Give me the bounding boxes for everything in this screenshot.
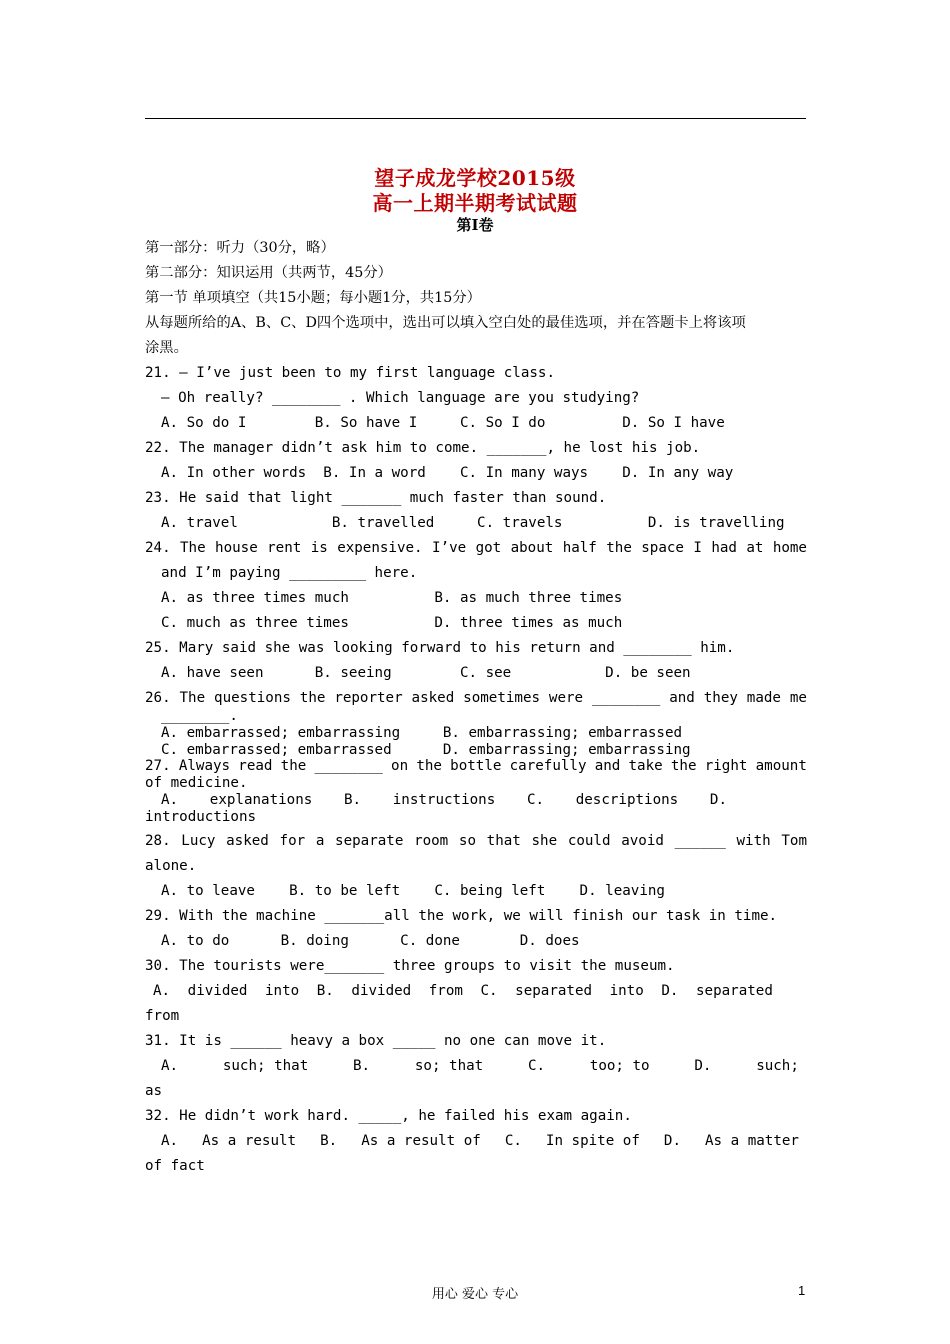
word: on (391, 758, 409, 775)
word: made (746, 690, 781, 706)
word: she (531, 832, 558, 849)
question-28-stem (145, 830, 807, 855)
question-28-stem-cont: alone. (145, 857, 197, 874)
question-26-stem (145, 687, 807, 708)
instructions-line2: 涂黑。 (145, 340, 188, 356)
word: such; (756, 1057, 799, 1074)
word: 27. (145, 758, 171, 775)
question-32-options (145, 1130, 807, 1155)
word: separate (335, 832, 404, 849)
word: instructions (392, 791, 496, 808)
exam-title-line2: 高一上期半期考试试题 (372, 191, 578, 215)
word: they (703, 690, 738, 706)
question-29-options: A. to do B. doing C. done D. does (161, 932, 580, 949)
question-26-options-cd: C. embarrassed; embarrassed D. embarrassing; embarrassing (161, 741, 691, 758)
word: the (606, 540, 632, 556)
word: Lucy (181, 832, 216, 849)
word: B. (343, 791, 362, 808)
word: B. (353, 1057, 371, 1074)
word: separated (695, 982, 773, 999)
word: The (179, 690, 206, 706)
word: B. (316, 982, 334, 999)
word: home (772, 540, 807, 556)
question-27-options (145, 792, 807, 809)
word: As a matter (705, 1132, 799, 1149)
word: with (736, 832, 771, 849)
word: ________ (591, 690, 661, 706)
part2-heading: 第二部分：知识运用（共两节，45分） (145, 265, 392, 281)
word: the (280, 758, 307, 775)
word: sometimes (463, 690, 541, 706)
question-27-stem (145, 758, 807, 775)
word: so (458, 832, 476, 849)
word: descriptions (575, 791, 679, 808)
word: A. (161, 1132, 179, 1149)
word: amount (755, 758, 807, 775)
word: 24. (145, 540, 171, 556)
question-22-stem: 22. The manager didn’t ask him to come. _______, he lost his job. (145, 440, 701, 456)
word: read (238, 758, 273, 775)
word: at (746, 540, 764, 556)
word: from (428, 982, 463, 999)
word: A. (161, 791, 179, 808)
question-28-options: A. to leave B. to be left C. being left D. leaving (161, 882, 665, 899)
word: In spite of (545, 1132, 640, 1149)
word: the (416, 758, 442, 775)
section1-heading: 第一节 单项填空（共15小题；每小题1分，共15分） (145, 290, 481, 306)
question-31-options (145, 1055, 807, 1080)
question-25-stem: 25. Mary said she was looking forward to his return and ________ him. (145, 640, 735, 656)
part1-heading: 第一部分：听力（30分，略） (145, 240, 335, 256)
word: got (475, 540, 502, 556)
instructions-line1: 从每题所给的A、B、C、D四个选项中，选出可以填入空白处的最佳选项，并在答题卡上将该项 (145, 315, 746, 331)
question-21-options: A. So do I B. So have I C. So I do D. So I have (161, 415, 725, 431)
word: Always (178, 758, 231, 775)
word: reporter (334, 690, 403, 706)
question-24-stem-cont: and I’m paying _________ here. (161, 565, 418, 581)
word: and (669, 690, 695, 706)
word: too; to (589, 1057, 650, 1074)
question-32-options-cont: of fact (145, 1157, 205, 1174)
word: and (594, 758, 621, 775)
word: into (265, 982, 300, 999)
question-25-options: A. have seen B. seeing C. see D. be seen (161, 665, 691, 681)
word: rent (267, 540, 302, 556)
question-23-options: A. travel B. travelled C. travels D. is travelling (161, 515, 785, 531)
question-30-options (145, 980, 807, 1005)
question-29-stem: 29. With the machine _______all the work, we will finish our task in time. (145, 907, 778, 924)
question-24-options-ab: A. as three times much B. as much three times (161, 590, 623, 606)
question-24-stem (145, 537, 807, 562)
word: bottle (450, 758, 502, 775)
word: expensive. (337, 540, 423, 556)
word: 28. (145, 832, 171, 849)
word: C. (480, 982, 498, 999)
word: B. (320, 1132, 338, 1149)
word: that (486, 832, 521, 849)
word: 26. (145, 690, 171, 706)
word: ________ (314, 758, 383, 775)
exam-title-line1: 望子成龙学校2015级 (374, 166, 576, 190)
word: D. (694, 1057, 712, 1074)
word: into (609, 982, 644, 999)
question-31-options-cont: as (145, 1082, 163, 1099)
word: were (548, 690, 584, 706)
word: for (279, 832, 306, 849)
word: D. (709, 791, 727, 808)
word: half (562, 540, 597, 556)
question-24-options-cd: C. much as three times D. three times as much (161, 615, 623, 631)
question-21-stem: 21. — I’ve just been to my first language class. (145, 365, 555, 381)
question-26-options-ab: A. embarrassed; embarrassing B. embarrassing; embarrassed (161, 724, 683, 741)
question-31-stem: 31. It is ______ heavy a box _____ no one can move it. (145, 1032, 607, 1049)
word: I’ve (432, 540, 467, 556)
word: ______ (674, 832, 726, 849)
word: questions (214, 690, 291, 706)
word: could (567, 832, 611, 849)
word: As a result of (361, 1132, 481, 1149)
word: explanations (209, 791, 313, 808)
question-21-reply: — Oh really? ________ . Which language are you studying? (161, 390, 640, 406)
question-27-options-cont: introductions (145, 808, 257, 825)
word: A. (161, 1057, 179, 1074)
word: D. (661, 982, 679, 999)
question-30-stem: 30. The tourists were_______ three groups to visit the museum. (145, 957, 675, 974)
word: a (315, 832, 325, 849)
word: As a result (202, 1132, 297, 1149)
word: had (711, 540, 737, 556)
word: A. (153, 982, 171, 999)
question-23-stem: 23. He said that light _______ much faster than sound. (145, 490, 607, 506)
question-22-options: A. In other words B. In a word C. In many ways D. In any way (161, 465, 734, 481)
word: asked (226, 832, 269, 849)
word: I (693, 540, 702, 556)
word: carefully (509, 758, 587, 775)
word: is (310, 540, 328, 556)
question-26-stem-cont: ________. (161, 708, 238, 724)
exam-body (145, 237, 807, 1180)
word: The (180, 540, 206, 556)
word: D. (663, 1132, 681, 1149)
word: house (215, 540, 258, 556)
word: take (628, 758, 663, 775)
word: such; that (222, 1057, 309, 1074)
word: space (641, 540, 684, 556)
paper-volume-label: 第Ⅰ卷 (456, 216, 494, 234)
word: divided (351, 982, 412, 999)
question-30-options-cont: from (145, 1007, 180, 1024)
footer-motto: 用心 爱心 专心 (431, 1287, 519, 1302)
word: room (414, 832, 449, 849)
page-number: 1 (798, 1283, 806, 1298)
word: so; that (414, 1057, 484, 1074)
question-27-stem-cont: of medicine. (145, 775, 248, 792)
header-rule (145, 118, 806, 119)
word: right (704, 758, 748, 775)
word: C. (527, 1057, 546, 1074)
word: C. (526, 791, 545, 808)
word: Tom (781, 832, 807, 849)
word: the (670, 758, 697, 775)
word: me (789, 690, 807, 706)
word: C. (504, 1132, 522, 1149)
word: divided (187, 982, 248, 999)
question-32-stem: 32. He didn’t work hard. _____, he failed his exam again. (145, 1107, 632, 1124)
word: avoid (621, 832, 664, 849)
word: about (510, 540, 554, 556)
word: asked (411, 690, 455, 706)
word: the (299, 690, 326, 706)
word: separated (515, 982, 593, 999)
